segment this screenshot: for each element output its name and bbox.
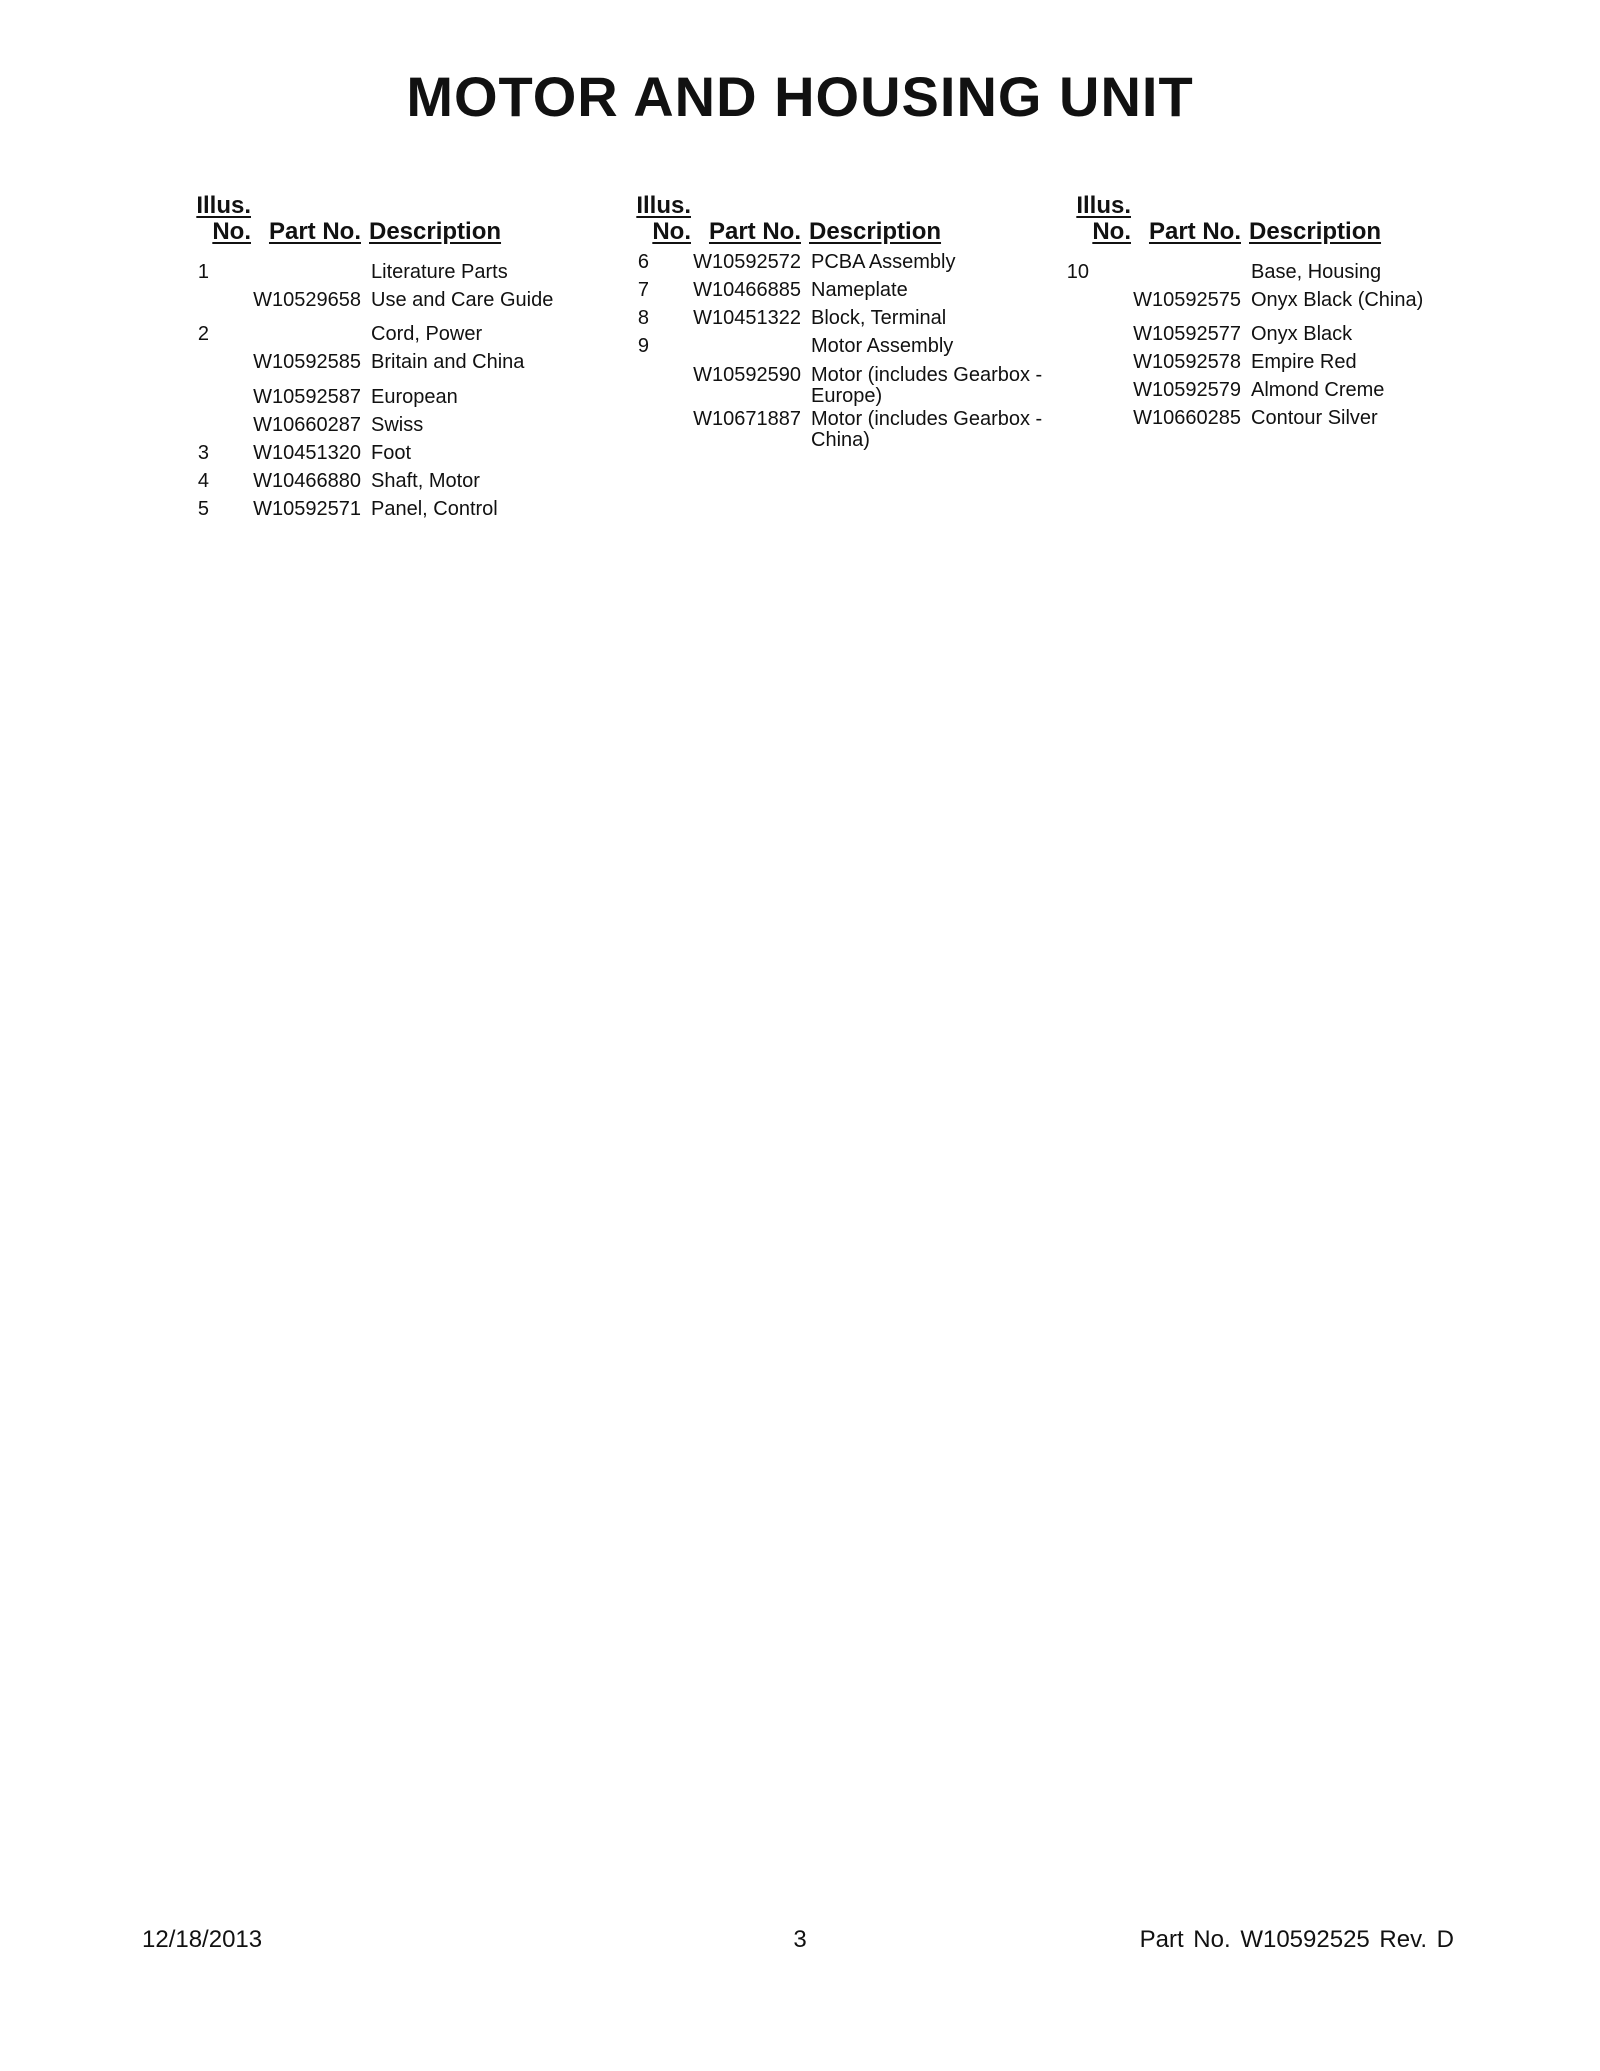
part-description: Base, Housing xyxy=(1251,261,1382,283)
part-number: W10451322 xyxy=(693,307,801,329)
parts-rows xyxy=(1025,262,1485,429)
table-row xyxy=(585,336,1045,357)
table-row xyxy=(1025,408,1485,429)
part-number: W10660287 xyxy=(253,414,361,436)
parts-rows xyxy=(145,262,605,520)
illus-number: 2 xyxy=(197,323,209,345)
part-number: W10592571 xyxy=(253,498,361,520)
part-number: W10529658 xyxy=(253,289,361,311)
part-number: W10592575 xyxy=(1133,289,1241,311)
part-description: Foot xyxy=(371,442,412,464)
description-header: Description xyxy=(1249,218,1382,245)
column-header xyxy=(145,190,605,250)
table-row xyxy=(145,262,605,283)
illus-header-line1: Illus. xyxy=(1076,192,1131,219)
table-row xyxy=(585,252,1045,273)
part-description: Motor (includes Gearbox - Europe) xyxy=(811,364,1043,407)
illus-number: 10 xyxy=(1066,261,1089,283)
table-row xyxy=(145,387,605,408)
illus-header-line1: Illus. xyxy=(196,192,251,219)
illus-header-line2: No. xyxy=(1092,218,1131,245)
part-description: Shaft, Motor xyxy=(371,470,480,492)
footer-date: 12/18/2013 xyxy=(142,1926,263,1953)
illus-number: 1 xyxy=(197,261,209,283)
part-number: W10671887 xyxy=(693,408,801,430)
part-number: W10592579 xyxy=(1133,379,1241,401)
part-number: W10592577 xyxy=(1133,323,1241,345)
table-row xyxy=(145,443,605,464)
parts-rows xyxy=(585,252,1045,451)
table-row xyxy=(1025,380,1485,401)
part-description: Almond Creme xyxy=(1251,379,1385,401)
illus-number: 5 xyxy=(197,498,209,520)
illus-number: 6 xyxy=(637,251,649,273)
part-no-header: Part No. xyxy=(1148,218,1241,245)
table-row xyxy=(145,352,605,373)
column-header xyxy=(585,190,1045,250)
table-row xyxy=(1025,262,1485,283)
part-description: Onyx Black xyxy=(1251,323,1353,345)
illus-number: 9 xyxy=(637,335,649,357)
part-description: Motor Assembly xyxy=(811,335,954,357)
page-number: 3 xyxy=(793,1926,807,1953)
part-description: Cord, Power xyxy=(371,323,483,345)
illus-number: 3 xyxy=(197,442,209,464)
part-description: Onyx Black (China) xyxy=(1251,289,1424,311)
part-description: Nameplate xyxy=(811,279,908,301)
part-number: W10660285 xyxy=(1133,407,1241,429)
part-description: Use and Care Guide xyxy=(371,289,554,311)
table-row xyxy=(585,308,1045,329)
part-number: W10466880 xyxy=(253,470,361,492)
illus-header-line2: No. xyxy=(652,218,691,245)
description-header: Description xyxy=(809,218,942,245)
illus-number: 7 xyxy=(637,279,649,301)
page-title: MOTOR AND HOUSING UNIT xyxy=(406,65,1194,128)
part-number: W10592590 xyxy=(693,364,801,386)
table-row xyxy=(1025,352,1485,373)
part-description: Empire Red xyxy=(1251,351,1357,373)
part-description: Britain and China xyxy=(371,351,525,373)
part-description: Literature Parts xyxy=(371,261,508,283)
part-number: W10451320 xyxy=(253,442,361,464)
illus-number: 4 xyxy=(197,470,209,492)
part-description: PCBA Assembly xyxy=(811,251,956,273)
part-description: Panel, Control xyxy=(371,498,498,520)
part-number: W10592587 xyxy=(253,386,361,408)
column-header xyxy=(1025,190,1485,250)
parts-column-2 xyxy=(585,190,1045,451)
table-row xyxy=(585,409,1045,451)
part-description: Contour Silver xyxy=(1251,407,1378,429)
table-row xyxy=(145,324,605,345)
table-row xyxy=(1025,324,1485,345)
illus-header-line2: No. xyxy=(212,218,251,245)
table-row xyxy=(145,471,605,492)
part-description: Motor (includes Gearbox - China) xyxy=(811,408,1043,451)
part-number: W10592572 xyxy=(693,251,801,273)
table-row xyxy=(145,499,605,520)
part-number: W10466885 xyxy=(693,279,801,301)
part-number: W10592585 xyxy=(253,351,361,373)
table-row xyxy=(145,415,605,436)
parts-column-3 xyxy=(1025,190,1485,429)
part-description: Swiss xyxy=(371,414,424,436)
part-description: European xyxy=(371,386,458,408)
part-number: W10592578 xyxy=(1133,351,1241,373)
description-header: Description xyxy=(369,218,502,245)
table-row xyxy=(145,290,605,311)
table-row xyxy=(585,280,1045,301)
illus-number: 8 xyxy=(637,307,649,329)
table-row xyxy=(585,365,1045,407)
part-description: Block, Terminal xyxy=(811,307,947,329)
part-no-header: Part No. xyxy=(708,218,801,245)
document-part-number: Part No. W10592525 Rev. D xyxy=(1139,1926,1454,1953)
part-no-header: Part No. xyxy=(268,218,361,245)
table-row xyxy=(1025,290,1485,311)
illus-header-line1: Illus. xyxy=(636,192,691,219)
parts-column-1 xyxy=(145,190,605,520)
